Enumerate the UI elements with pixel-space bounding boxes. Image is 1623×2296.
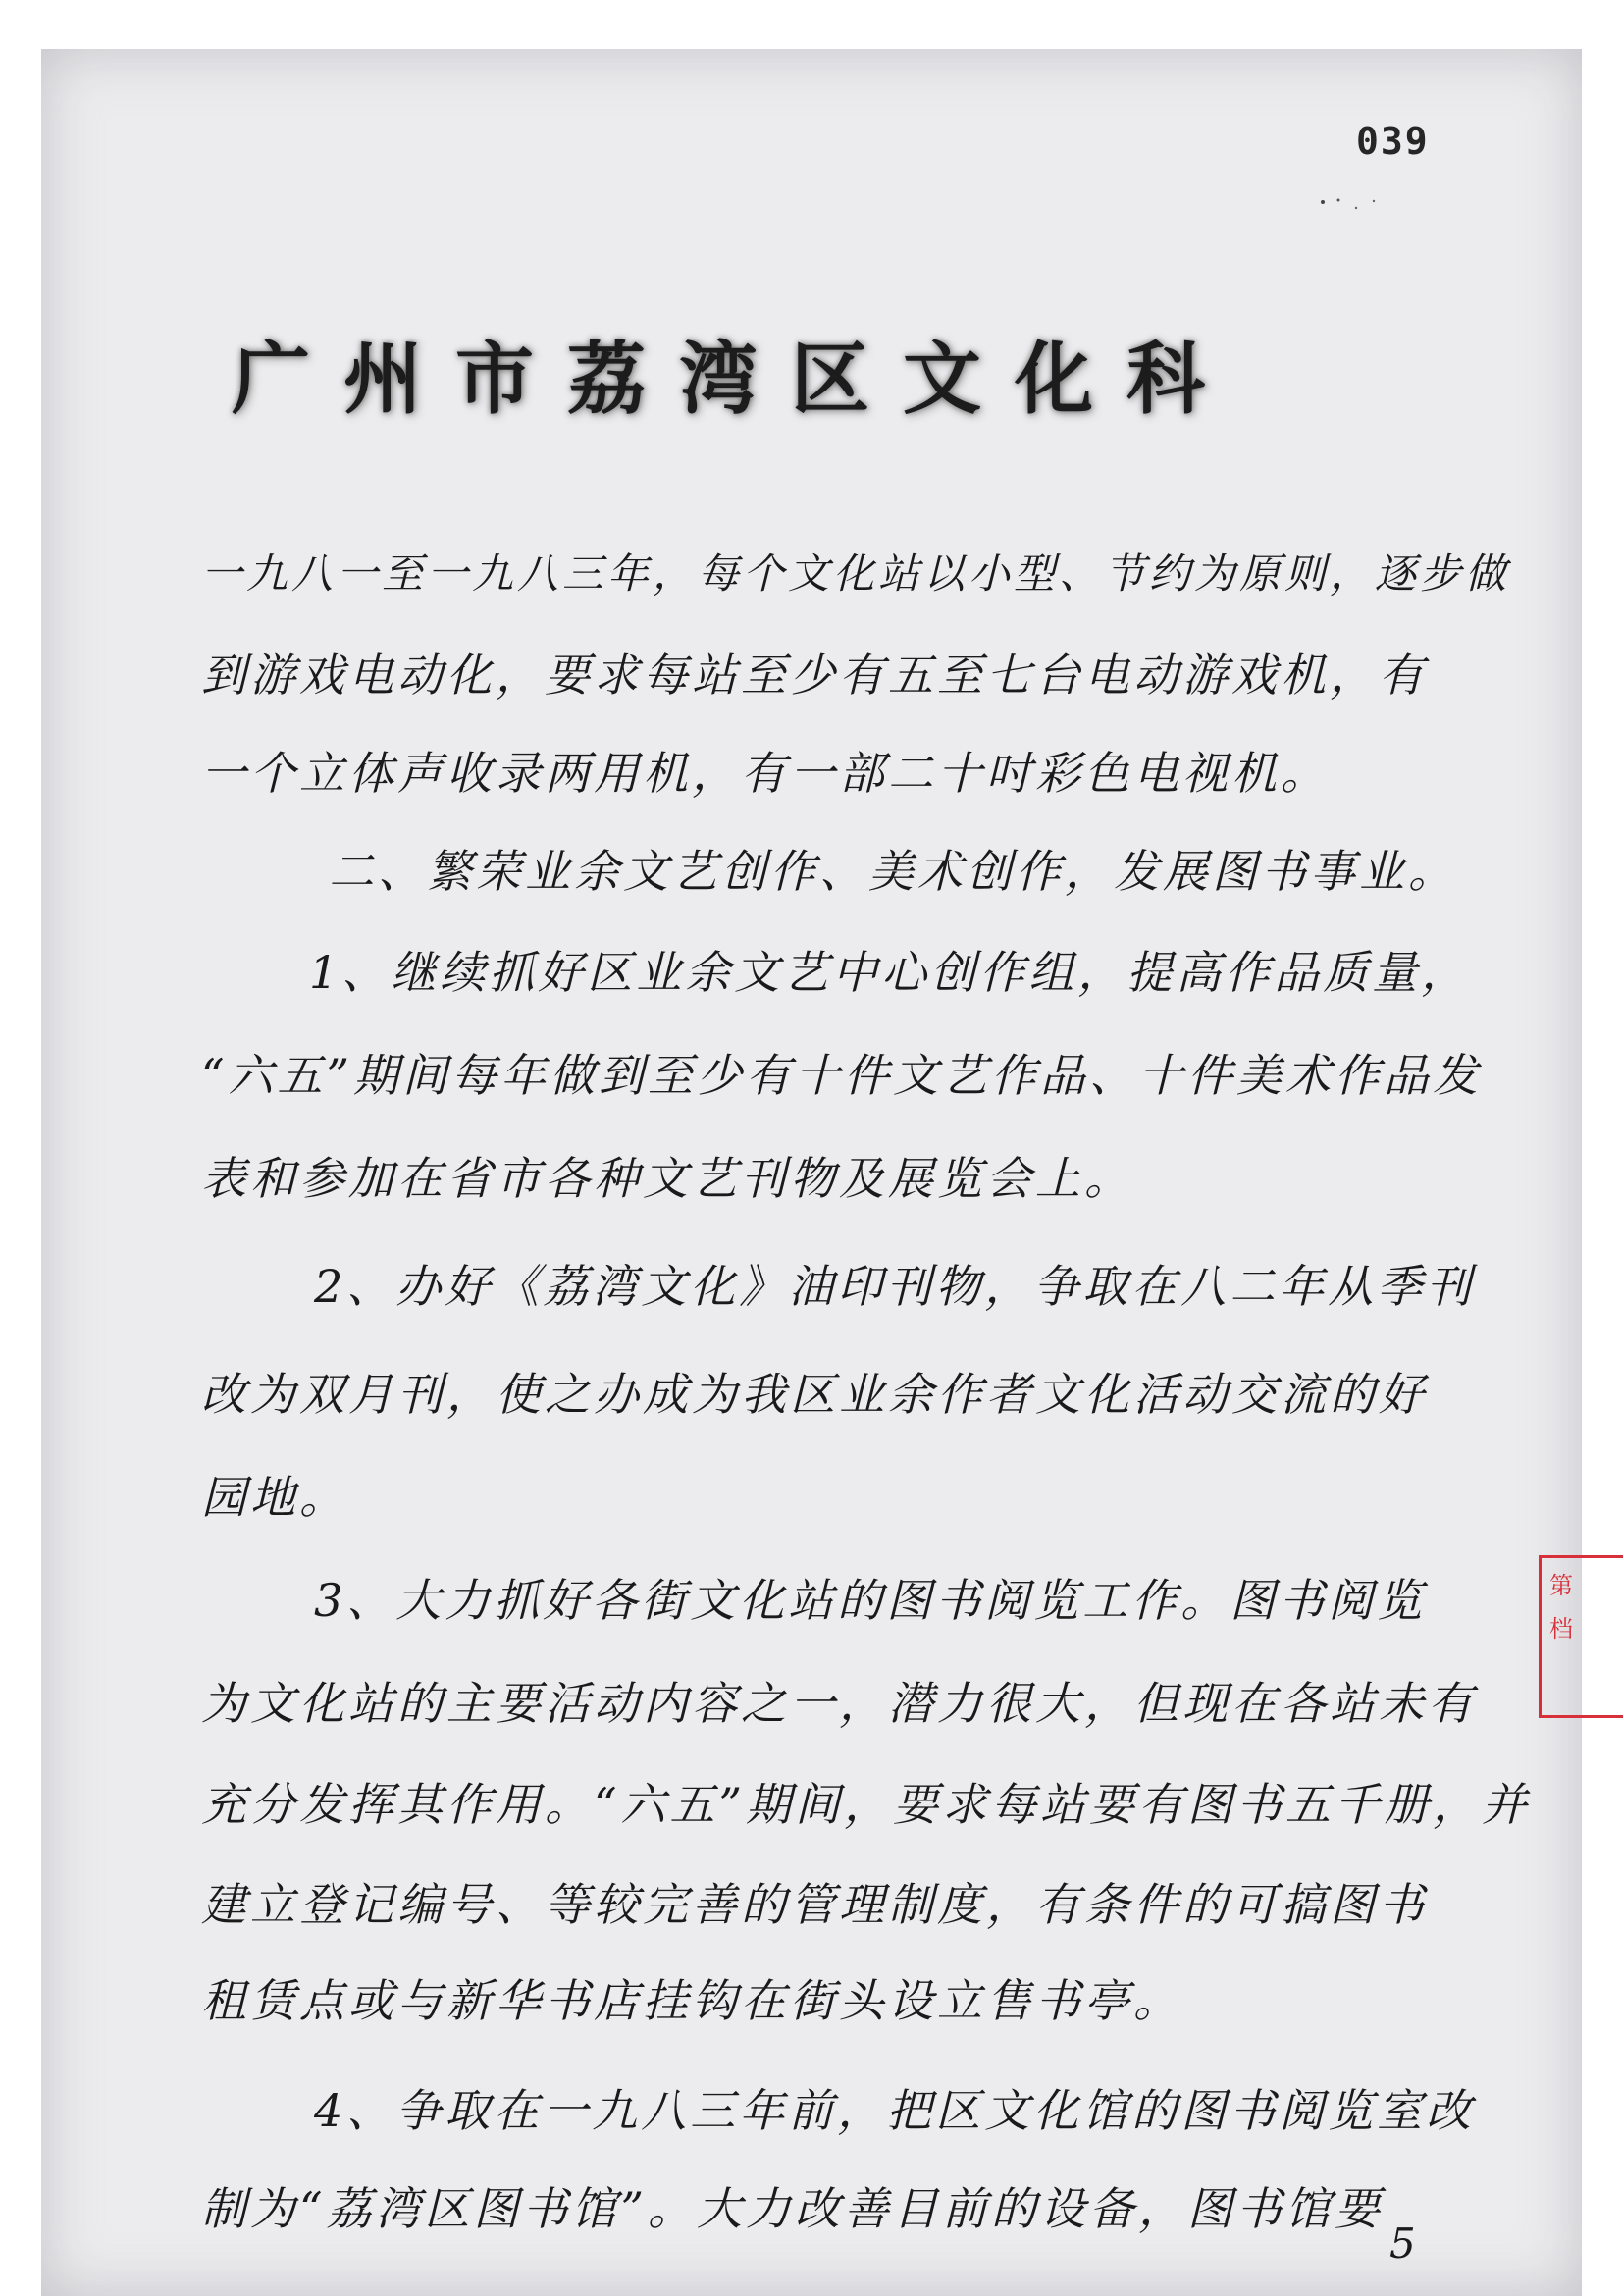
text-line: 1、继续抓好区业余文艺中心创作组，提高作品质量，: [309, 946, 1471, 999]
text-line: 4、争取在一九八三年前，把区文化馆的图书阅览室改: [314, 2084, 1476, 2137]
text-line: 一九八一至一九八三年，每个文化站以小型、节约为原则，逐步做: [201, 549, 1511, 598]
text-line: 改为双月刊，使之办成为我区业余作者文化活动交流的好: [201, 1368, 1428, 1421]
scan-specks: [1317, 196, 1395, 216]
stamp-text: 档: [1549, 1615, 1573, 1643]
text-line: 一个立体声收录两用机，有一部二十吋彩色电视机。: [201, 747, 1330, 800]
text-line: 为文化站的主要活动内容之一，潜力很大，但现在各站未有: [201, 1677, 1477, 1730]
text-line: 二、繁荣业余文艺创作、美术创作，发展图书事业。: [329, 845, 1457, 898]
text-line: 园地。: [201, 1471, 348, 1524]
text-line: 3、大力抓好各街文化站的图书阅览工作。图书阅览: [314, 1574, 1427, 1627]
footer-page-number: 5: [1389, 2219, 1416, 2268]
text-line: 建立登记编号、等较完善的管理制度，有条件的可搞图书: [201, 1878, 1428, 1931]
stamp-text: 第: [1549, 1572, 1573, 1599]
text-line: “六五”期间每年做到至少有十件文艺作品、十件美术作品发: [201, 1049, 1483, 1102]
text-line: 租赁点或与新华书店挂钩在街头设立售书亭。: [201, 1974, 1182, 2027]
text-line: 到游戏电动化，要求每站至少有五至七台电动游戏机，有: [201, 649, 1428, 702]
document-title: 广州市荔湾区文化科: [232, 334, 1238, 425]
page-number: 039: [1356, 120, 1430, 163]
text-line: 充分发挥其作用。“六五”期间，要求每站要有图书五千册，并: [201, 1778, 1532, 1831]
text-line: 2、办好《荔湾文化》油印刊物，争取在八二年从季刊: [314, 1260, 1476, 1313]
text-line: 制为“荔湾区图书馆”。大力改善目前的设备，图书馆要: [201, 2182, 1385, 2235]
text-line: 表和参加在省市各种文艺刊物及展览会上。: [201, 1152, 1133, 1205]
archive-stamp: [1539, 1555, 1623, 1718]
